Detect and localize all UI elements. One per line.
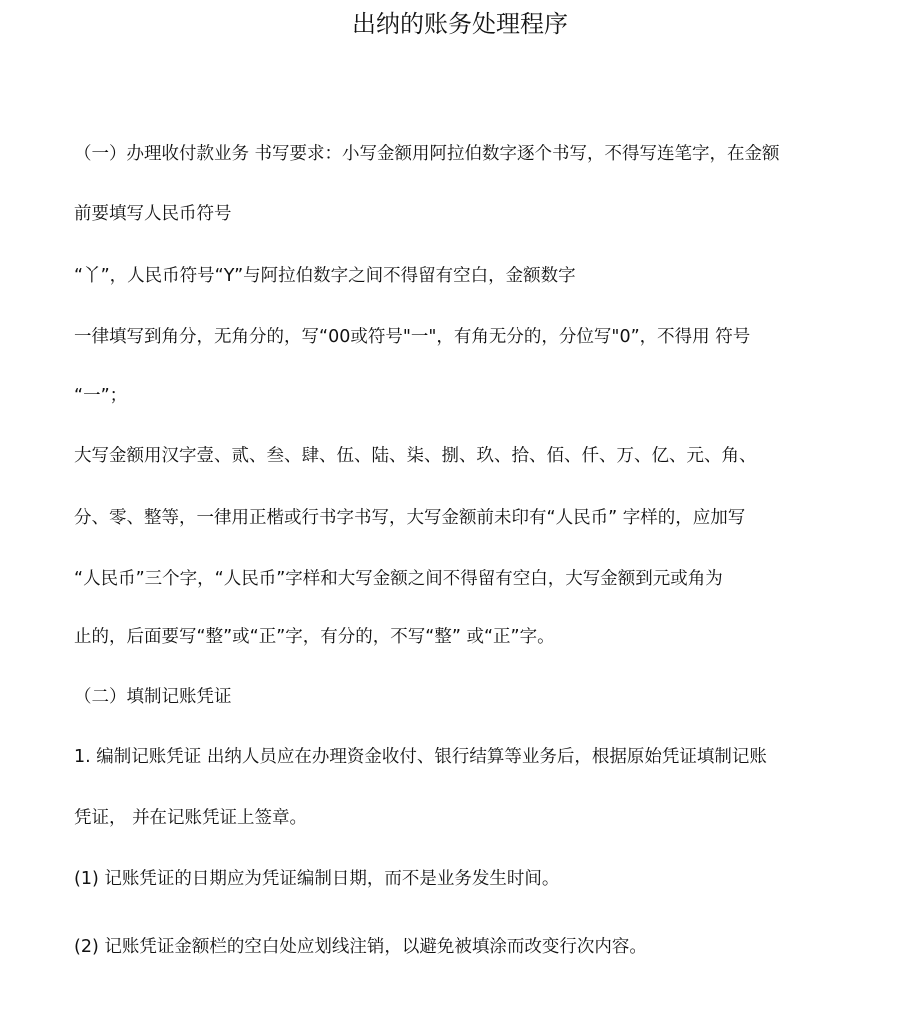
paragraph-line: （一）办理收付款业务 书写要求：小写金额用阿拉伯数字逐个书写，不得写连笔字，在金额 (74, 144, 780, 164)
list-item: (2) 记账凭证金额栏的空白处应划线注销，以避免被填涂而改变行次内容。 (74, 937, 647, 957)
paragraph-line: 大写金额用汉字壹、贰、叁、肆、伍、陆、柒、捌、玖、拾、佰、仟、万、亿、元、角、 (74, 446, 757, 466)
document-title: 出纳的账务处理程序 (352, 10, 568, 38)
list-item: (1) 记账凭证的日期应为凭证编制日期，而不是业务发生时间。 (74, 869, 560, 889)
paragraph-line: 凭证， 并在记账凭证上签章。 (74, 808, 308, 828)
paragraph-line: 分、零、整等，一律用正楷或行书字书写，大写金额前未印有“人民币” 字样的，应加写 (74, 508, 746, 528)
paragraph-line: 前要填写人民币符号 (74, 204, 232, 224)
paragraph-line: “丫”，人民币符号“Y”与阿拉伯数字之间不得留有空白，金额数字 (74, 266, 576, 286)
paragraph-line: 一律填写到角分，无角分的，写“00或符号"一"，有角无分的，分位写"0”，不得用 符号 (74, 327, 751, 347)
section-heading: （二）填制记账凭证 (74, 687, 232, 707)
paragraph-line: 止的，后面要写“整”或“正”字，有分的，不写“整” 或“正”字。 (74, 627, 555, 647)
paragraph-line: “一”； (74, 386, 128, 406)
paragraph-line: 1. 编制记账凭证 出纳人员应在办理资金收付、银行结算等业务后，根据原始凭证填制记账 (74, 747, 767, 767)
paragraph-line: “人民币”三个字，“人民币”字样和大写金额之间不得留有空白，大写金额到元或角为 (74, 569, 723, 589)
